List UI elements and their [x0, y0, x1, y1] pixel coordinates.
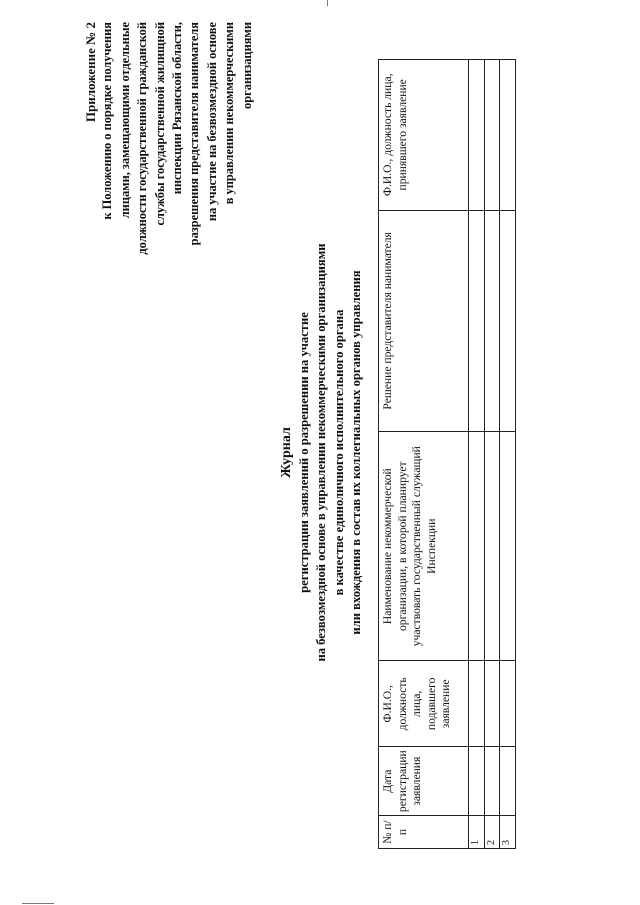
appendix-line: службы государственной жилищной [152, 22, 167, 226]
journal-title: Журнал [279, 427, 294, 478]
column-header-receiver: Ф.И.О., должность лица, принявшего заявление [379, 60, 469, 211]
table-cell [484, 747, 500, 816]
table-cell [469, 432, 485, 661]
table-cell [469, 661, 485, 747]
journal-heading [278, 0, 366, 905]
journal-subtitle-line: на безвозмездной основе в управлении некоммерческими организациями [314, 243, 329, 662]
table-cell [484, 210, 500, 431]
appendix-line: организациями [239, 22, 254, 109]
table-cell: 3 [500, 816, 516, 849]
table-cell [484, 661, 500, 747]
table-cell [500, 747, 516, 816]
scan-artifact [22, 903, 54, 904]
table-cell [500, 661, 516, 747]
journal-subtitle-line: в качестве единоличного исполнительного органа [331, 309, 346, 596]
column-header-decision: Решение представителя нанимателя [379, 210, 469, 431]
appendix-line: разрешения представителя нанимателя [187, 22, 202, 246]
appendix-header [82, 22, 256, 342]
appendix-line: в управлении некоммерческими [222, 22, 237, 205]
registration-table [378, 59, 516, 849]
scan-artifact [327, 0, 328, 6]
column-header-organization: Наименование некоммерческой организации, в которой планирует участвовать государственный служащий Инспекции [379, 432, 469, 661]
table-header-row [379, 60, 469, 849]
appendix-line: лицами, замещающими отдельные [117, 22, 132, 219]
table-cell: 1 [469, 816, 485, 849]
appendix-line: должности государственной гражданской [135, 22, 150, 255]
appendix-number: Приложение № 2 [83, 22, 98, 123]
appendix-line: на участие на безвозмездной основе [204, 22, 219, 222]
table-cell [500, 210, 516, 431]
column-header-number: № п/п [379, 816, 469, 849]
table-cell: 2 [484, 816, 500, 849]
table-cell [469, 747, 485, 816]
appendix-line: к Положению о порядке получения [100, 22, 115, 220]
table-cell [484, 432, 500, 661]
column-header-applicant: Ф.И.О., должность лица, подавшего заявление [379, 661, 469, 747]
journal-subtitle-line: регистрации заявлений о разрешении на участие [296, 312, 311, 593]
journal-subtitle-line: или вхождения в состав их коллегиальных органов управления [349, 270, 364, 635]
table-cell [469, 60, 485, 211]
table-row [469, 60, 485, 849]
table-cell [500, 60, 516, 211]
table-cell [500, 432, 516, 661]
table-row [500, 60, 516, 849]
column-header-date: Дата регистрации заявления [379, 747, 469, 816]
table-row [484, 60, 500, 849]
table-cell [469, 210, 485, 431]
table-cell [484, 60, 500, 211]
appendix-line: инспекции Рязанской области, [170, 22, 185, 195]
